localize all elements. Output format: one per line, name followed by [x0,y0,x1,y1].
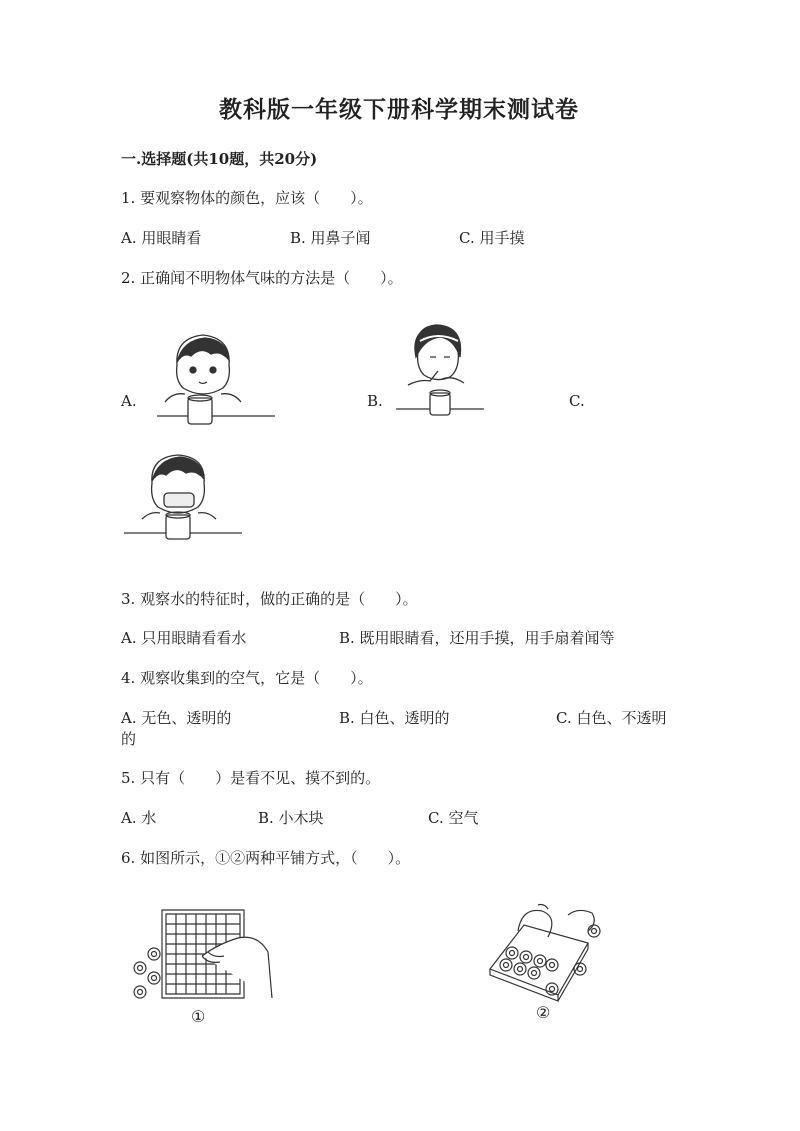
question-4-option-b[interactable]: B. 白色、透明的 [339,709,450,727]
question-5-stem: 5. 只有（ ）是看不见、摸不到的。 [121,769,381,787]
girl-fanning-illustration [380,323,490,423]
question-1-stem: 1. 要观察物体的颜色，应该（ ）。 [121,189,373,207]
question-2-option-b[interactable]: B. [367,392,383,410]
question-5-option-a[interactable]: A. 水 [121,809,157,827]
question-2-option-c[interactable]: C. [569,392,585,410]
boy-looking-illustration [135,330,275,430]
question-5-option-c[interactable]: C. 空气 [428,809,479,827]
question-3-option-a[interactable]: A. 只用眼睛看看水 [121,629,247,647]
question-4-option-c-wrap: 的 [121,730,137,748]
question-4-option-c[interactable]: C. 白色、不透明 [556,709,667,727]
question-5-option-b[interactable]: B. 小木块 [258,809,324,827]
question-1-option-c[interactable]: C. 用手摸 [459,229,525,247]
tray-nuts-illustration [488,903,613,1003]
question-3-option-b[interactable]: B. 既用眼睛看，还用手摸，用手扇着闻等 [339,629,615,647]
figure-2-label: ② [536,1003,551,1022]
page-title: 教科版一年级下册科学期末测试卷 [219,96,579,123]
section-heading: 一.选择题(共10题，共20分) [121,150,318,168]
question-2-stem: 2. 正确闻不明物体气味的方法是（ ）。 [121,269,403,287]
tray-grid-illustration [128,908,278,1003]
boy-mask-illustration [120,453,250,543]
question-1-option-b[interactable]: B. 用鼻子闻 [290,229,371,247]
question-3-stem: 3. 观察水的特征时，做的正确的是（ ）。 [121,590,418,608]
figure-1-label: ① [191,1007,206,1026]
question-4-stem: 4. 观察收集到的空气，它是（ ）。 [121,669,373,687]
question-4-option-a[interactable]: A. 无色、透明的 [121,709,232,727]
question-6-stem: 6. 如图所示，①②两种平铺方式，（ ）。 [121,849,411,867]
question-2-option-a[interactable]: A. [121,392,137,410]
question-1-option-a[interactable]: A. 用眼睛看 [121,229,202,247]
